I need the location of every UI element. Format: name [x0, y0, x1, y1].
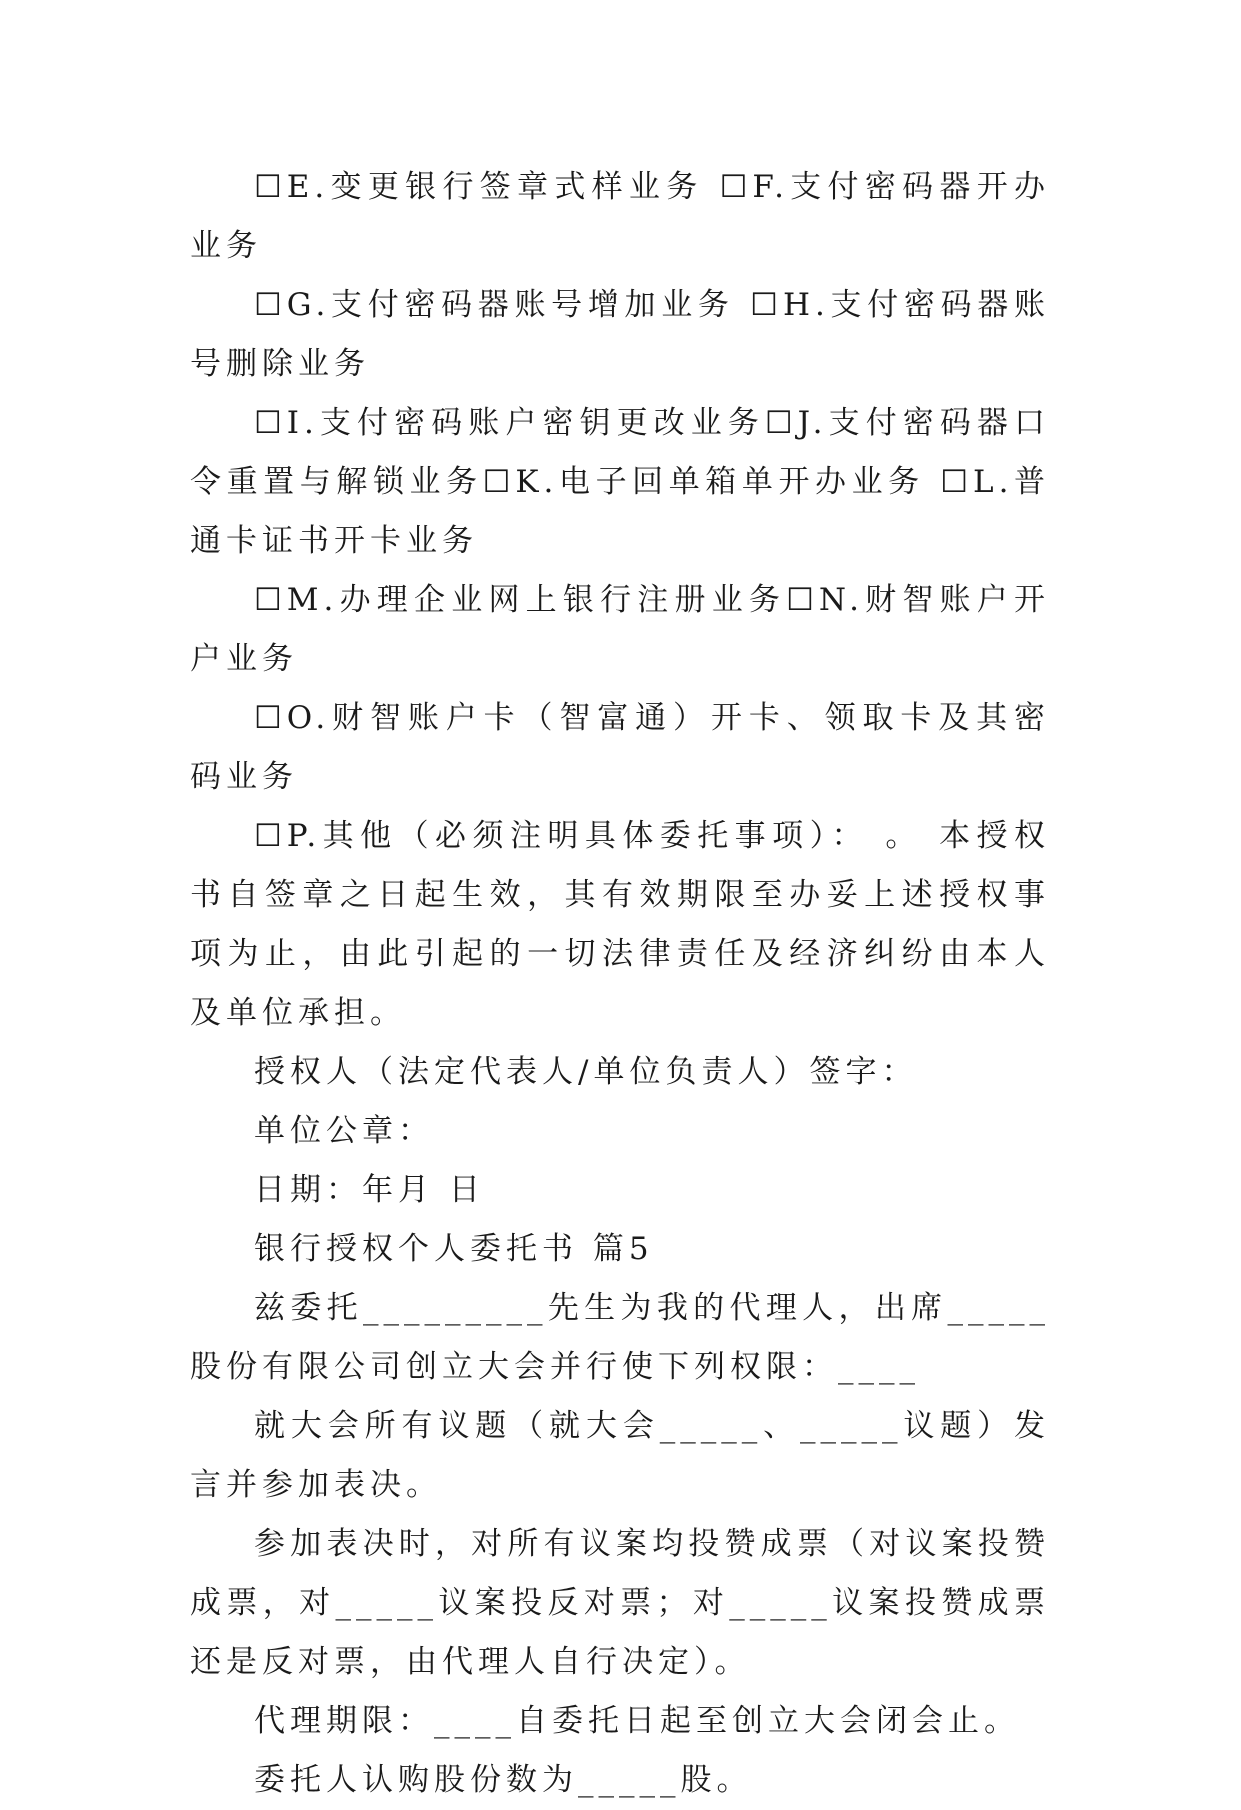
date-line: 日期：年月 日 [254, 1172, 485, 1208]
proxy-appointment-paragraph: 兹委托_________先生为我的代理人，出席_____股份有限公司创立大会并行使下列权限：____ [190, 1290, 1050, 1385]
section-heading: 银行授权个人委托书 篇5 [254, 1231, 654, 1267]
document-body [190, 158, 1050, 1810]
company-seal-line: 单位公章： [254, 1113, 434, 1149]
option-p-paragraph: ☐P.其他（必须注明具体委托事项）： 。 本授权书自签章之日起生效，其有效期限至办妥上述授权事项为止，由此引起的一切法律责任及经济纠纷由本人及单位承担。 [190, 818, 1050, 1031]
option-g-h-paragraph: ☐G.支付密码器账号增加业务 ☐H.支付密码器账号删除业务 [190, 287, 1050, 382]
voting-instructions-paragraph: 参加表决时，对所有议案均投赞成票（对议案投赞成票，对_____议案投反对票；对_____议案投赞成票还是反对票，由代理人自行决定）。 [190, 1526, 1050, 1680]
option-i-l-paragraph: ☐I.支付密码账户密钥更改业务☐J.支付密码器口令重置与解锁业务☐K.电子回单箱单开办业务 ☐L.普通卡证书开卡业务 [190, 405, 1050, 559]
proxy-period-paragraph: 代理期限：____自委托日起至创立大会闭会止。 [254, 1703, 1020, 1739]
shares-subscribed-paragraph: 委托人认购股份数为_____股。 [254, 1762, 753, 1798]
option-o-paragraph: ☐O.财智账户卡（智富通）开卡、领取卡及其密码业务 [190, 700, 1050, 795]
option-m-n-paragraph: ☐M.办理企业网上银行注册业务☐N.财智账户开户业务 [190, 582, 1050, 677]
authorizer-signature-line: 授权人（法定代表人/单位负责人）签字： [254, 1054, 918, 1090]
option-e-f-paragraph: ☐E.变更银行签章式样业务 ☐F.支付密码器开办业务 [190, 169, 1050, 264]
speaking-rights-paragraph: 就大会所有议题（就大会_____、_____议题）发言并参加表决。 [190, 1408, 1050, 1503]
